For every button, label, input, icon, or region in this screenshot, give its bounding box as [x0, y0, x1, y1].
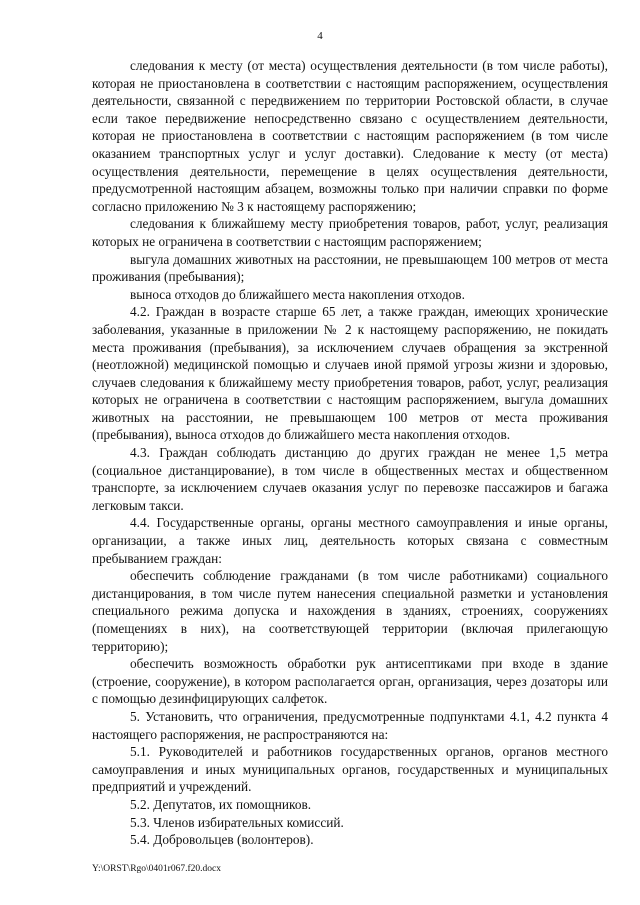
paragraph: 4.4. Государственные органы, органы местного самоуправления и иные органы, организации, а также иных лиц, деятельность которых связана с совместным пребыванием граждан: — [92, 515, 608, 566]
paragraph: обеспечить возможность обработки рук антисептиками при входе в здание (строение, сооружение), в котором располагается орган, организация, через дозаторы или с помощью дезинфицирующих салфеток. — [92, 656, 608, 707]
page-number: 4 — [317, 30, 323, 42]
paragraph: 4.3. Граждан соблюдать дистанцию до других граждан не менее 1,5 метра (социальное дистанцирование), в том числе в общественных местах и общественном транспорте, за исключением случаев оказания услуг по перевозке пассажиров и багажа легковым такси. — [92, 445, 608, 513]
document-body — [92, 57, 608, 849]
paragraph: выгула домашних животных на расстоянии, не превышающем 100 метров от места проживания (пребывания); — [92, 251, 608, 285]
file-path-footer: Y:\ORST\Rgo\0401r067.f20.docx — [92, 864, 221, 874]
paragraph: 5. Установить, что ограничения, предусмотренные подпунктами 4.1, 4.2 пункта 4 настоящего распоряжения, не распространяются на: — [92, 708, 608, 742]
paragraph: следования к месту (от места) осуществления деятельности (в том числе работы), которая не приостановлена в соответствии с настоящим распоряжением, осуществления деятельности, связанной с передвижением по территории Ростовской области, в случае если такое передвижение непосредственно связано с осуществлением деятельности, которая не приостановлена в соответствии с настоящим распоряжением (в том числе оказанием транспортных услуг и услуг доставки). Следование к месту (от места) осуществления деятельности, перемещение в целях осуществления деятельности, предусмотренной настоящим абзацем, возможны только при наличии справки по форме согласно приложению № 3 к настоящему распоряжению; — [92, 58, 608, 214]
paragraph: 4.2. Граждан в возрасте старше 65 лет, а также граждан, имеющих хронические заболевания, указанные в приложении № 2 к настоящему распоряжению, не покидать места проживания (пребывания), за исключением случаев обращения за экстренной (неотложной) медицинской помощью и случаев иной прямой угрозы жизни и здоровью, случаев следования к ближайшему месту приобретения товаров, работ, услуг, реализация которых не ограничена в соответствии с настоящим распоряжением, выгула домашних животных на расстоянии, не превышающем 100 метров от места проживания (пребывания), выноса отходов до ближайшего места накопления отходов. — [92, 304, 608, 443]
paragraph: обеспечить соблюдение гражданами (в том числе работниками) социального дистанцирования, в том числе путем нанесения специальной разметки и установления специального режима допуска и нахождения в зданиях, строениях, сооружениях (помещениях в них), на соответствующей территории (включая прилегающую территорию); — [92, 568, 608, 654]
paragraph: 5.1. Руководителей и работников государственных органов, органов местного самоуправления и иных муниципальных органов, государственных и муниципальных предприятий и учреждений. — [92, 744, 608, 795]
paragraph: 5.2. Депутатов, их помощников. — [130, 796, 312, 812]
paragraph: 5.3. Членов избирательных комиссий. — [130, 814, 344, 830]
paragraph: выноса отходов до ближайшего места накопления отходов. — [130, 286, 465, 302]
paragraph: следования к ближайшему месту приобретения товаров, работ, услуг, реализация которых не ограничена в соответствии с настоящим распоряжением; — [92, 216, 608, 249]
paragraph: 5.4. Добровольцев (волонтеров). — [130, 832, 314, 848]
